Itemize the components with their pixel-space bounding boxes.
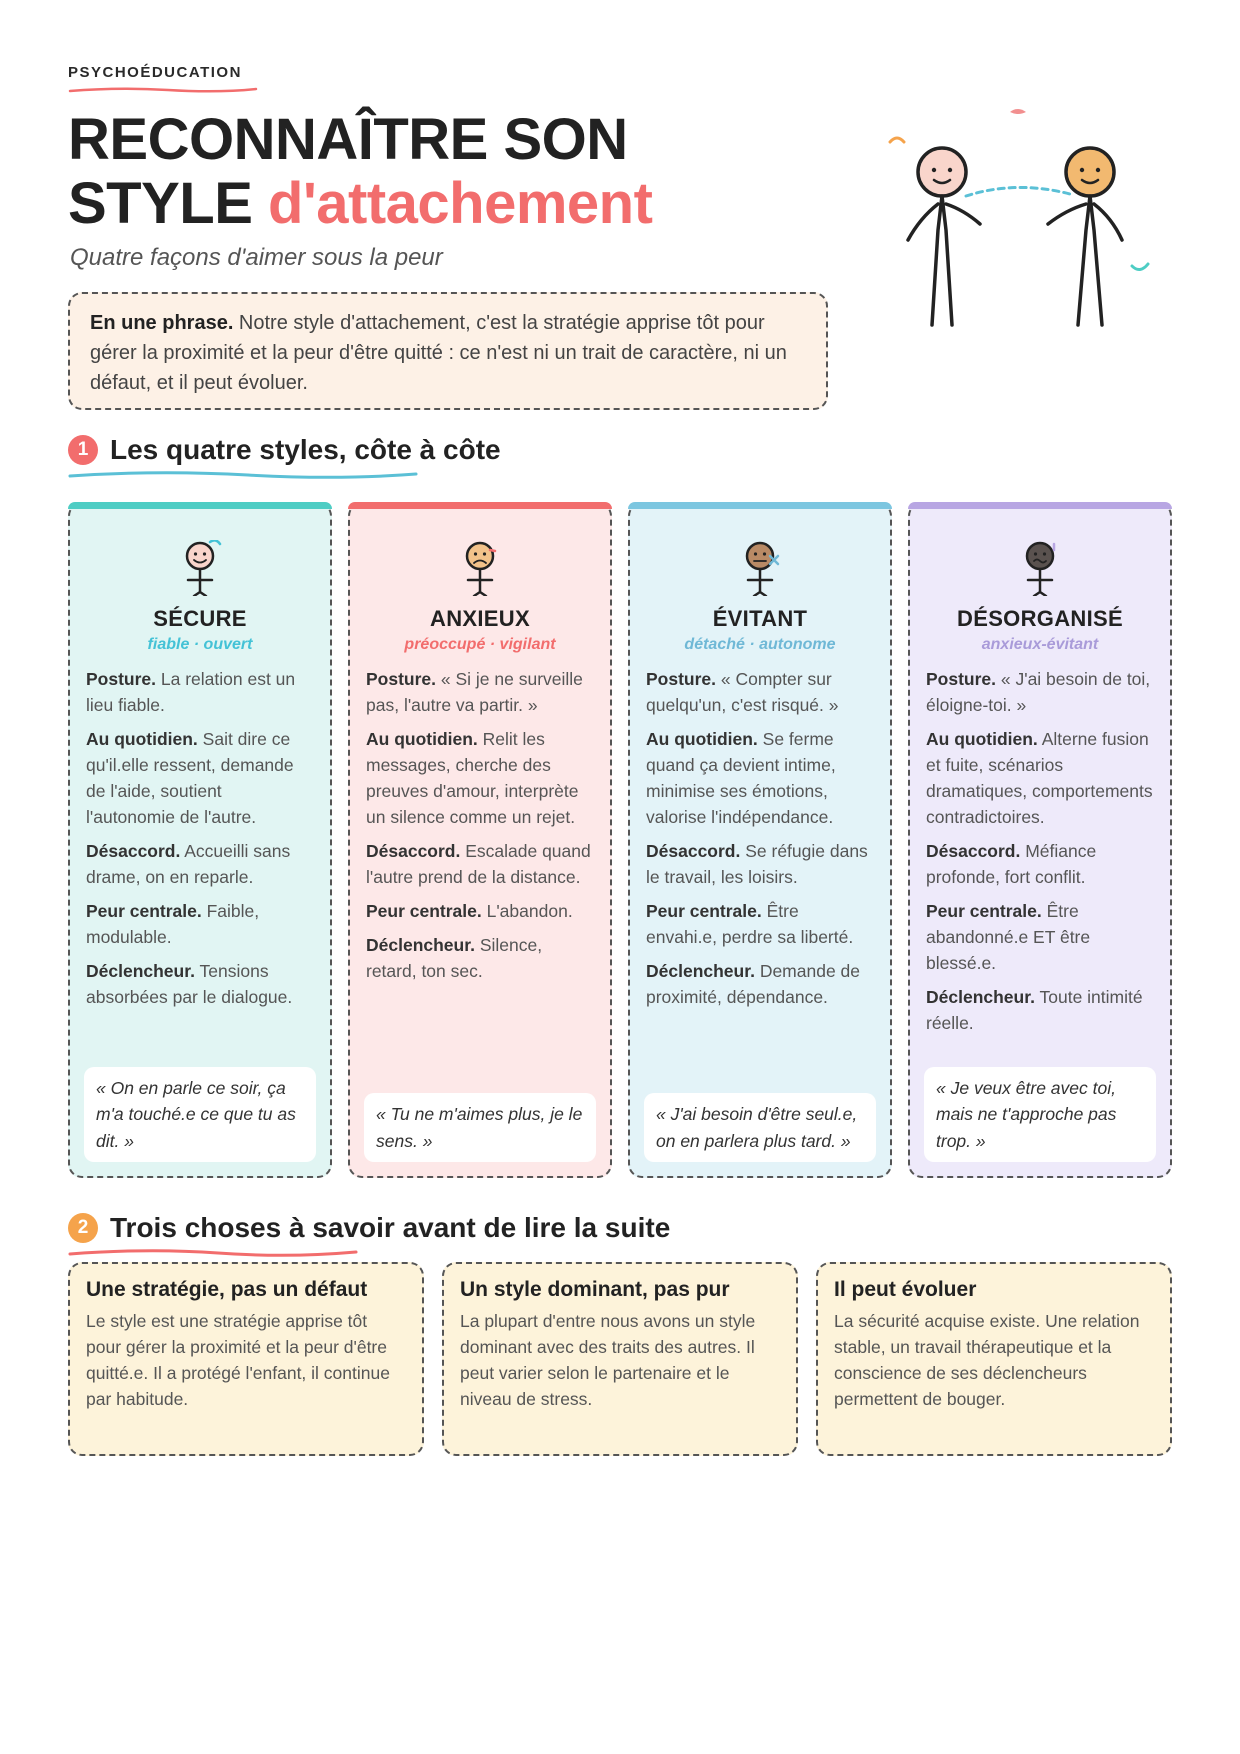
style-item-label: Déclencheur.	[646, 961, 755, 981]
style-item	[86, 726, 314, 830]
card-accent-bar	[628, 502, 892, 509]
style-item	[926, 838, 1154, 890]
style-item	[646, 838, 874, 890]
style-item-text: La relation est un lieu fiable.	[86, 669, 296, 715]
section-1-underline	[68, 470, 418, 480]
style-name: ÉVITANT	[712, 606, 808, 631]
style-item	[926, 726, 1154, 830]
card-accent-bar	[348, 502, 612, 509]
subtitle: Quatre façons d'aimer sous la peur	[70, 244, 443, 271]
style-item-label: Désaccord.	[926, 841, 1021, 861]
summary-text: Notre style d'attachement, c'est la stratégie apprise tôt pour gérer la proximité et la peur d'être quitté : ce n'est ni un trait de caractère, ni un défaut, et il peut évoluer.	[90, 312, 787, 394]
kicker-underline	[68, 86, 258, 94]
style-item-label: Au quotidien.	[86, 729, 198, 749]
style-item-label: Désaccord.	[86, 841, 181, 861]
page-title	[68, 108, 652, 236]
kicker: PSYCHOÉDUCATION	[68, 64, 242, 81]
section-1-number: 1	[68, 435, 98, 465]
info-grid	[68, 1262, 1172, 1456]
style-item-text: Accueilli sans drame, on en reparle.	[86, 841, 291, 887]
style-name: ANXIEUX	[430, 606, 530, 631]
summary-lead: En une phrase.	[90, 312, 234, 334]
style-item	[86, 898, 314, 950]
style-item-text: Alterne fusion et fuite, scénarios dramatiques, comportements contradictoires.	[926, 729, 1153, 827]
style-item	[646, 958, 874, 1010]
style-quote: « J'ai besoin d'être seul.e, on en parlera plus tard. »	[644, 1093, 876, 1162]
style-item-label: Déclencheur.	[926, 987, 1035, 1007]
style-item	[366, 666, 594, 718]
style-item	[646, 726, 874, 830]
section-1-title: Les quatre styles, côte à côte	[110, 434, 501, 465]
info-box	[68, 1262, 424, 1456]
style-item-text: L'abandon.	[481, 901, 573, 921]
style-item-text: Tensions absorbées par le dialogue.	[86, 961, 293, 1007]
style-name: SÉCURE	[153, 606, 247, 631]
style-item	[646, 898, 874, 950]
style-item	[926, 898, 1154, 976]
section-2-heading	[68, 1212, 670, 1244]
style-item-label: Peur centrale.	[646, 901, 762, 921]
info-title: Il peut évoluer	[834, 1278, 977, 1301]
card-accent-bar	[68, 502, 332, 509]
section-2-title: Trois choses à savoir avant de lire la suite	[110, 1212, 671, 1243]
info-text: La plupart d'entre nous avons un style dominant avec des traits des autres. Il peut varier selon le partenaire et le niveau de stress.	[460, 1311, 756, 1409]
style-tagline: détaché · autonome	[684, 636, 836, 653]
style-item-text: Toute intimité réelle.	[926, 987, 1143, 1033]
style-item	[926, 984, 1154, 1036]
style-item-text: « J'ai besoin de toi, éloigne-toi. »	[926, 669, 1151, 715]
section-2-number: 2	[68, 1213, 98, 1243]
style-item-text: « Si je ne surveille pas, l'autre va partir. »	[366, 669, 583, 715]
style-item-text: Méfiance profonde, fort conflit.	[926, 841, 1097, 887]
couple-illustration	[880, 100, 1180, 340]
style-card-anxieux	[348, 502, 612, 1178]
person-desorganise-icon	[1010, 540, 1070, 596]
info-box	[442, 1262, 798, 1456]
style-quote: « On en parle ce soir, ça m'a touché.e ce que tu as dit. »	[84, 1067, 316, 1163]
title-line-1: RECONNAÎTRE SON	[68, 107, 628, 172]
style-item-label: Au quotidien.	[366, 729, 478, 749]
style-item-label: Au quotidien.	[646, 729, 758, 749]
person-anxieux-icon	[450, 540, 510, 596]
style-item	[366, 898, 594, 924]
style-item-text: « Compter sur quelqu'un, c'est risqué. »	[646, 669, 839, 715]
style-card-desorganise	[908, 502, 1172, 1178]
styles-grid	[68, 502, 1172, 1178]
style-item-label: Posture.	[926, 669, 997, 689]
connection-line-icon	[966, 187, 1070, 196]
info-box	[816, 1262, 1172, 1456]
style-name: DÉSORGANISÉ	[957, 606, 1123, 631]
section-1-heading	[68, 434, 501, 466]
style-item-text: Escalade quand l'autre prend de la distance.	[366, 841, 591, 887]
style-item-text: Silence, retard, ton sec.	[366, 935, 543, 981]
style-item-label: Peur centrale.	[366, 901, 482, 921]
style-item-text: Se ferme quand ça devient intime, minimise ses émotions, valorise l'indépendance.	[646, 729, 836, 827]
style-item-label: Posture.	[646, 669, 717, 689]
person-right-icon	[1048, 148, 1122, 325]
title-line-2: STYLE	[68, 171, 269, 236]
style-item	[366, 932, 594, 984]
style-tagline: anxieux-évitant	[981, 636, 1099, 653]
style-item	[366, 838, 594, 890]
style-item-text: Relit les messages, cherche des preuves d'amour, interprète un silence comme un rejet.	[366, 729, 579, 827]
style-tagline: fiable · ouvert	[147, 636, 253, 653]
style-item-label: Peur centrale.	[86, 901, 202, 921]
person-secure-icon	[170, 540, 230, 596]
style-item-label: Déclencheur.	[86, 961, 195, 981]
style-item	[86, 838, 314, 890]
style-item-label: Déclencheur.	[366, 935, 475, 955]
deco-smile-icon	[1132, 264, 1148, 270]
style-item-label: Peur centrale.	[926, 901, 1042, 921]
style-item-text: Se réfugie dans le travail, les loisirs.	[646, 841, 868, 887]
style-item	[926, 666, 1154, 718]
info-text: Le style est une stratégie apprise tôt pour gérer la proximité et la peur d'être quitté.e. Il a protégé l'enfant, il continue par habitude.	[86, 1311, 390, 1409]
info-title: Une stratégie, pas un défaut	[86, 1278, 368, 1301]
style-quote: « Je veux être avec toi, mais ne t'approche pas trop. »	[924, 1067, 1156, 1163]
deco-petal-icon	[1010, 109, 1026, 114]
style-item	[86, 666, 314, 718]
card-accent-bar	[908, 502, 1172, 509]
style-card-evitant	[628, 502, 892, 1178]
person-evitant-icon	[730, 540, 790, 596]
style-item-label: Posture.	[366, 669, 437, 689]
info-text: La sécurité acquise existe. Une relation stable, un travail thérapeutique et la conscience de ses déclencheurs permettent de bouger.	[834, 1311, 1140, 1409]
info-title: Un style dominant, pas pur	[460, 1278, 730, 1301]
style-card-secure	[68, 502, 332, 1178]
style-item-text: Être envahi.e, perdre sa liberté.	[646, 901, 854, 947]
style-item-text: Sait dire ce qu'il.elle ressent, demande de l'aide, soutient l'autonomie de l'autre.	[86, 729, 294, 827]
style-item-text: Demande de proximité, dépendance.	[646, 961, 861, 1007]
style-item-label: Désaccord.	[366, 841, 461, 861]
style-quote: « Tu ne m'aimes plus, je le sens. »	[364, 1093, 596, 1162]
style-item-text: Être abandonné.e ET être blessé.e.	[926, 901, 1091, 973]
style-item-text: Faible, modulable.	[86, 901, 260, 947]
style-item-label: Désaccord.	[646, 841, 741, 861]
person-left-icon	[908, 148, 980, 325]
style-tagline: préoccupé · vigilant	[404, 636, 556, 653]
style-item	[366, 726, 594, 830]
style-item-label: Posture.	[86, 669, 157, 689]
summary-box	[68, 292, 828, 410]
style-item-label: Au quotidien.	[926, 729, 1038, 749]
section-2-underline	[68, 1248, 358, 1258]
style-item	[646, 666, 874, 718]
style-item	[86, 958, 314, 1010]
deco-arc-icon	[890, 138, 904, 142]
title-accent: d'attachement	[268, 171, 653, 236]
